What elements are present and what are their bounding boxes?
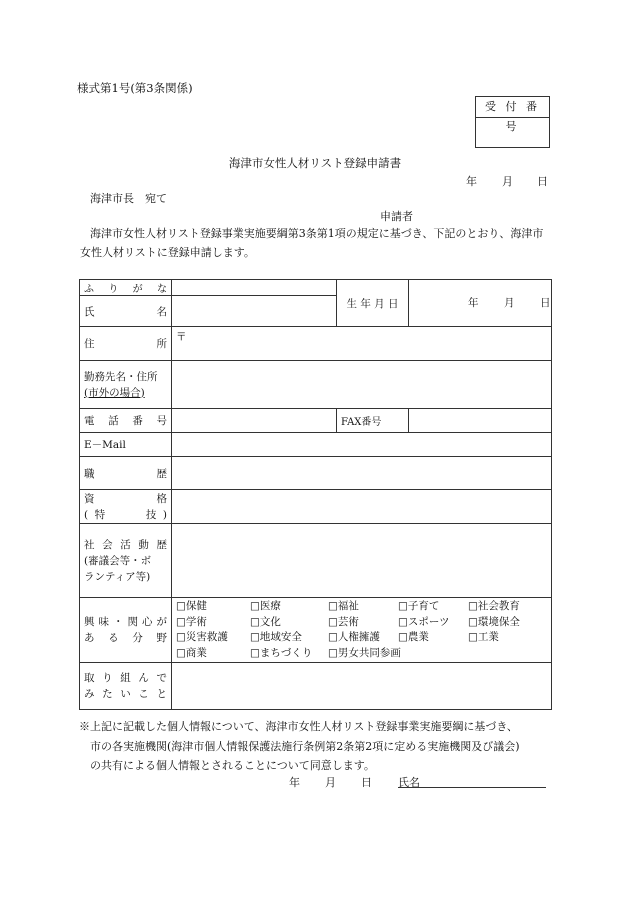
wish-label-line2: みたいこと [84,688,167,700]
birth-day-label: 日 [540,297,551,309]
fax-field[interactable] [409,409,552,433]
career-label: 職 歴 [80,457,172,490]
sign-year-label: 年 [289,776,300,789]
addressee: 海津市長 宛て [90,192,167,205]
social-activity-field[interactable] [172,524,552,598]
signature-name-label: 氏名 [398,776,420,789]
birth-month-label: 月 [504,297,515,309]
email-label: E－Mail [80,433,172,457]
interest-label-line2: ある分野 [84,632,167,644]
address-label: 住 所 [80,327,172,361]
birth-year-label: 年 [468,297,479,309]
workplace-field[interactable] [172,361,552,409]
interest-checkbox-agriculture[interactable]: □農業 [398,631,429,643]
sign-day-label: 日 [361,776,372,789]
postal-mark: 〒 [176,331,187,343]
career-field[interactable] [172,457,552,490]
reception-number-label: 受 付 番 号 [476,97,549,118]
name-field[interactable] [172,296,337,327]
interest-label-line1: 興味・関心が [84,616,167,628]
name-label: 氏 名 [80,296,172,327]
reception-number-box [475,96,550,148]
email-field[interactable] [172,433,552,457]
furigana-label: ふ り が な [80,280,172,296]
sign-month-label: 月 [325,776,336,789]
interest-checkbox-disaster-relief[interactable]: □災害救護 [176,631,228,643]
interest-checkbox-environment[interactable]: □環境保全 [468,615,520,628]
interest-checkbox-welfare[interactable]: □福祉 [328,600,359,612]
privacy-consent-note [79,717,559,776]
intro-text: 海津市女性人材リスト登録事業実施要綱第3条第1項の規定に基づき、下記のとおり、海津市女性人材リストに登録申請します。 [80,227,544,259]
qualification-field[interactable] [172,490,552,524]
fax-label: FAX番号 [337,409,409,433]
date-month-label: 月 [502,175,513,188]
interest-checkbox-culture[interactable]: □文化 [250,615,281,628]
social-activity-label [80,524,172,598]
wish-label [80,663,172,710]
social-activity-label-line2: (審議会等・ボ [84,554,152,567]
qualification-label-line2: (特 技) [84,508,167,521]
applicant-label: 申請者 [380,210,413,223]
workplace-label-note: (市外の場合) [84,386,145,399]
application-table [79,279,552,710]
interest-label [80,598,172,663]
consent-line-1: ※上記に記載した個人情報について、海津市女性人材リスト登録事業実施要綱に基づき、 [79,720,518,733]
furigana-field[interactable] [172,280,337,296]
wish-label-line1: 取り組んで [84,672,167,684]
signature-name-field[interactable] [398,787,546,788]
qualification-label-line1: 資 格 [84,492,167,505]
phone-label: 電 話 番 号 [80,409,172,433]
social-activity-label-line1: 社会活動歴 [84,538,167,551]
interest-checkbox-health[interactable]: □保健 [176,600,207,612]
interest-checkbox-gender-equality[interactable]: □男女共同参画 [328,646,401,659]
interest-checkbox-town-planning[interactable]: □まちづくり [250,646,313,659]
document-title: 海津市女性人材リスト登録申請書 [228,156,402,170]
wish-field[interactable] [172,663,552,710]
interest-checkbox-community-safety[interactable]: □地域安全 [250,631,302,643]
address-field[interactable] [172,327,552,361]
date-year-label: 年 [466,175,477,188]
birthdate-field[interactable] [409,280,552,327]
interest-checkbox-childcare[interactable]: □子育て [398,600,440,612]
interest-checkbox-arts[interactable]: □芸術 [328,615,359,628]
workplace-label-main: 勤務先名・住所 [84,370,158,383]
interest-checkbox-commerce[interactable]: □商業 [176,646,207,659]
consent-line-3: の共有による個人情報とされることについて同意します。 [90,759,375,772]
form-number: 様式第1号(第3条関係) [77,81,193,95]
consent-line-2: 市の各実施機関(海津市個人情報保護法施行条例第2条第2項に定める実施機関及び議会) [90,739,520,753]
date-day-label: 日 [537,175,548,188]
interest-checkbox-sports[interactable]: □スポーツ [398,615,450,628]
interest-checkbox-social-education[interactable]: □社会教育 [468,600,520,612]
birthdate-label: 生 年 月 日 [337,280,409,327]
qualification-label [80,490,172,524]
social-activity-label-line3: ランティア等) [84,570,151,583]
interest-options [172,598,552,663]
interest-checkbox-industry[interactable]: □工業 [468,631,499,643]
phone-field[interactable] [172,409,337,433]
workplace-label [80,361,172,409]
interest-checkbox-medical[interactable]: □医療 [250,600,281,612]
interest-checkbox-human-rights[interactable]: □人権擁護 [328,631,380,643]
interest-checkbox-academic[interactable]: □学術 [176,615,207,628]
